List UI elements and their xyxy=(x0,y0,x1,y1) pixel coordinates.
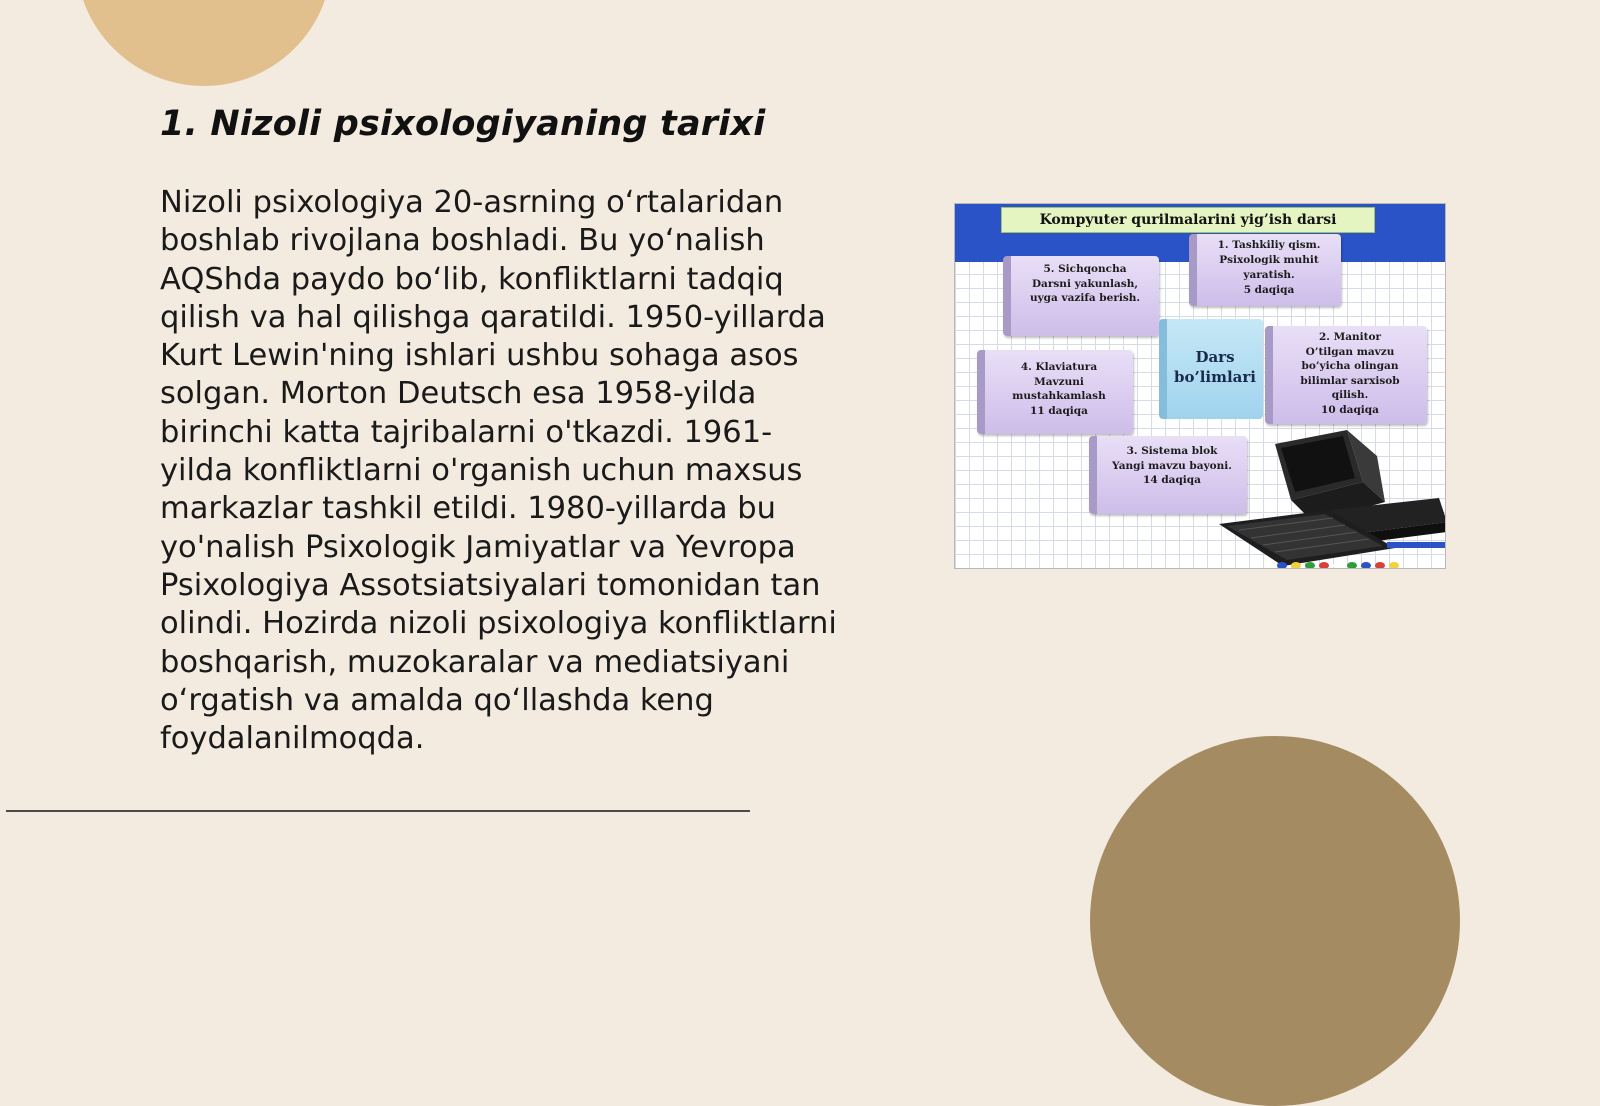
decorative-circle-bottom xyxy=(1090,736,1460,1106)
diagram-title: Kompyuter qurilmalarini yig’ish darsi xyxy=(1001,207,1375,233)
diagram-center-line: Dars xyxy=(1195,348,1235,366)
diagram-box-line: 5 daqiqa xyxy=(1243,284,1295,296)
diagram-box-line: bilimlar sarxisob xyxy=(1300,374,1400,387)
diagram-box-line: O’tilgan mavzu xyxy=(1305,345,1395,358)
diagram-center-line: bo’limlari xyxy=(1173,368,1256,386)
diagram-box-line: 3. Sistema blok xyxy=(1126,445,1218,457)
diagram-box-line: 5. Sichqoncha xyxy=(1043,263,1127,275)
diagram-box-line: 14 daqiqa xyxy=(1143,474,1201,486)
diagram-box-line: 10 daqiqa xyxy=(1321,403,1379,416)
diagram-blue-strip xyxy=(1387,542,1445,548)
diagram-color-dots xyxy=(1277,554,1403,569)
slide-title: 1. Nizoli psixologiyaning tarixi xyxy=(160,104,766,144)
diagram-box-organization xyxy=(1189,234,1341,306)
diagram-box-line: 11 daqiqa xyxy=(1030,404,1088,417)
diagram-box-line: Yangi mavzu bayoni. xyxy=(1112,459,1232,472)
diagram-box-line: Psixologik muhit xyxy=(1219,254,1319,266)
diagram-box-line: 2. Manitor xyxy=(1318,331,1382,343)
diagram-box-line: mustahkamlash xyxy=(1012,390,1106,402)
diagram-center-box xyxy=(1159,319,1263,419)
diagram-box-line: uyga vazifa berish. xyxy=(1029,292,1141,304)
diagram-box-line: yaratish. xyxy=(1243,269,1295,281)
decorative-circle-top xyxy=(76,0,332,86)
diagram-box-line: 4. Klaviatura xyxy=(1020,361,1098,373)
diagram-box-line: Darsni yakunlash, xyxy=(1031,277,1139,290)
diagram-box-line: bo’yicha olingan xyxy=(1301,360,1399,373)
diagram-box-mouse xyxy=(1003,256,1159,336)
slide-body-text: Nizoli psixologiya 20-asrning oʻrtalaridan boshlab rivojlana boshladi. Bu yoʻnalish AQShda paydo boʻlib, konfliktlarni tadqiq qilish va hal qilishga qaratildi. 1950-yillarda Kurt Lewin'ning ishlari ushbu sohaga asos solgan. Morton Deutsch esa 1958-yilda birinchi katta tajribalarni o'tkazdi. 1961-yilda konfliktlarni o'rganish uchun maxsus markazlar tashkil etildi. 1980-yillarda bu yo'nalish Psixologik Jamiyatlar va Yevropa Psixologiya Assotsiatsiyalari tomonidan tan olindi. Hozirda nizoli psixologiya konfliktlarni boshqarish, muzokaralar va mediatsiyani oʻrgatish va amalda qoʻllashda keng foydalanilmoqda. xyxy=(160,185,837,757)
diagram-box-line: qilish. xyxy=(1331,389,1369,402)
diagram-box-line: Mavzuni xyxy=(1034,375,1084,388)
diagram-box-keyboard xyxy=(977,350,1133,434)
divider-line xyxy=(6,810,750,812)
diagram-box-line: 1. Tashkiliy qism. xyxy=(1217,239,1321,251)
diagram-box-monitor xyxy=(1265,326,1427,424)
lesson-diagram-image xyxy=(954,203,1446,569)
